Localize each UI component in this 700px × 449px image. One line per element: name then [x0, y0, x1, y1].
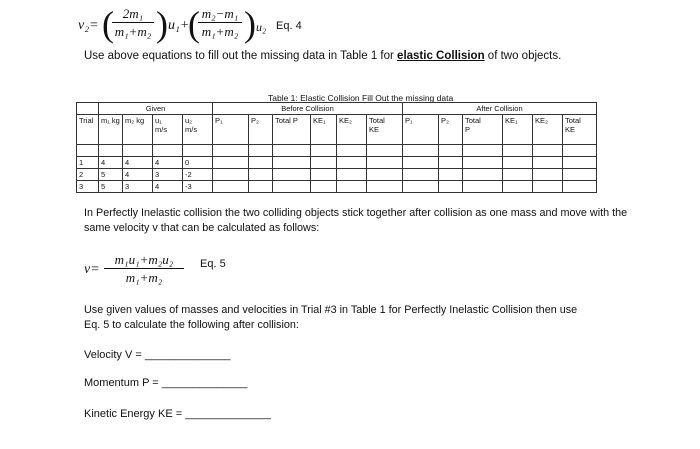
velocity-label: Velocity V =	[84, 349, 145, 361]
trial-cell: 1	[77, 157, 99, 169]
ke2-input-cell[interactable]	[337, 169, 367, 181]
eq4-paren-close-1: )	[156, 4, 168, 44]
header-p2: P₂	[249, 115, 273, 145]
kinetic-energy-answer-line	[84, 408, 271, 420]
eq4-paren-close-2: )	[244, 4, 256, 44]
eq4-fraction-2-numerator: m₂−m₁	[201, 6, 239, 21]
after-p2-input-cell[interactable]	[439, 181, 463, 193]
table-row	[77, 169, 597, 181]
eq4-fraction-1-numerator: 2m₁	[122, 6, 144, 21]
elastic-collision-table	[76, 102, 597, 193]
instruction-inelastic-line2: Eq. 5 to calculate the following after collision:	[84, 319, 299, 331]
eq4-fraction-2-denominator: m₁+m₂	[201, 24, 239, 39]
eq4-fraction-1	[112, 6, 154, 39]
header-after-total-p-line2: P	[465, 125, 471, 134]
after-ke1-input-cell[interactable]	[503, 181, 533, 193]
header-after-total-p-line1: Total	[465, 116, 481, 125]
after-ke2-input-cell[interactable]	[533, 157, 563, 169]
header-total-ke-line2: KE	[369, 125, 380, 134]
header-after-ke1: KE₁	[503, 115, 533, 145]
instruction-inelastic	[84, 303, 664, 333]
after-p2-input-cell[interactable]	[439, 169, 463, 181]
header-after-total-p	[463, 115, 503, 145]
m1-cell: 5	[99, 169, 123, 181]
eq5-fraction-bar	[104, 268, 184, 269]
after-total-p-input-cell[interactable]	[463, 181, 503, 193]
header-after-total-ke	[563, 115, 597, 145]
u1-cell: 3	[153, 169, 183, 181]
cell-empty-trial	[77, 103, 99, 115]
velocity-answer-line	[84, 349, 231, 361]
group-before-collision: Before Collision	[213, 103, 403, 115]
equation-4	[78, 4, 318, 48]
eq4-lhs: v₂=	[78, 18, 99, 33]
group-given: Given	[99, 103, 213, 115]
ke2-input-cell[interactable]	[337, 181, 367, 193]
header-m2: m₂ kg	[123, 115, 153, 145]
p2-input-cell[interactable]	[249, 181, 273, 193]
header-after-p2: P₂	[439, 115, 463, 145]
eq5-numerator: m₁u₁+m₂u₂	[114, 252, 174, 267]
inelastic-paragraph-line2: same velocity v that can be calculated as follows:	[84, 222, 320, 234]
ke1-input-cell[interactable]	[311, 169, 337, 181]
instruction-inelastic-line1: Use given values of masses and velocities in Trial #3 in Table 1 for Perfectly Inelastic Collision then use	[84, 304, 578, 316]
eq4-label: Eq. 4	[276, 20, 302, 32]
table-row	[77, 157, 597, 169]
header-total-ke	[367, 115, 403, 145]
u2-cell: -3	[183, 181, 213, 193]
momentum-label: Momentum P =	[84, 377, 162, 389]
after-total-p-input-cell[interactable]	[463, 157, 503, 169]
header-u1-label: u₁	[155, 116, 162, 125]
after-ke1-input-cell[interactable]	[503, 169, 533, 181]
u1-cell: 4	[153, 157, 183, 169]
table-row	[77, 181, 597, 193]
header-trial: Trial	[77, 115, 99, 145]
total-p-input-cell[interactable]	[273, 181, 311, 193]
p2-input-cell[interactable]	[249, 169, 273, 181]
after-ke2-input-cell[interactable]	[533, 181, 563, 193]
total-ke-input-cell[interactable]	[367, 157, 403, 169]
m2-cell: 4	[123, 157, 153, 169]
inelastic-paragraph-line1: In Perfectly Inelastic collision the two colliding objects stick together after collision as one mass and move with the	[84, 207, 628, 219]
after-p1-input-cell[interactable]	[403, 181, 439, 193]
header-u2	[183, 115, 213, 145]
after-total-ke-input-cell[interactable]	[563, 169, 597, 181]
after-ke1-input-cell[interactable]	[503, 157, 533, 169]
table-caption: Table 1: Elastic Collision Fill Out the missing data	[268, 93, 454, 103]
eq4-fraction-1-denominator: m₁+m₂	[114, 24, 152, 39]
eq5-denominator: m₁+m₂	[125, 270, 163, 285]
total-ke-input-cell[interactable]	[367, 181, 403, 193]
p2-input-cell[interactable]	[249, 157, 273, 169]
eq5-fraction	[104, 252, 184, 285]
p1-input-cell[interactable]	[213, 157, 249, 169]
ke2-input-cell[interactable]	[337, 157, 367, 169]
kinetic-energy-blank[interactable]: ______________	[185, 408, 271, 420]
equation-5	[84, 250, 234, 290]
instruction-elastic-suffix: of two objects.	[484, 50, 562, 62]
trial-cell: 2	[77, 169, 99, 181]
eq4-fraction-1-bar	[112, 22, 154, 23]
group-after-collision: After Collision	[403, 103, 597, 115]
m1-cell: 5	[99, 181, 123, 193]
header-after-total-ke-line1: Total	[565, 116, 581, 125]
instruction-elastic	[84, 50, 561, 62]
p1-input-cell[interactable]	[213, 181, 249, 193]
header-u1	[153, 115, 183, 145]
eq5-lhs: v=	[84, 262, 100, 277]
header-u1-unit: m/s	[155, 125, 168, 134]
header-after-p1: P₁	[403, 115, 439, 145]
total-ke-input-cell[interactable]	[367, 169, 403, 181]
total-p-input-cell[interactable]	[273, 169, 311, 181]
after-total-ke-input-cell[interactable]	[563, 181, 597, 193]
m2-cell: 3	[123, 181, 153, 193]
p1-input-cell[interactable]	[213, 169, 249, 181]
header-after-total-ke-line2: KE	[565, 125, 576, 134]
u2-cell: -2	[183, 169, 213, 181]
eq4-fraction-2-bar	[198, 22, 242, 23]
header-ke2: KE₂	[337, 115, 367, 145]
header-u2-unit: m/s	[185, 125, 198, 134]
header-total-ke-line1: Total	[369, 116, 385, 125]
table-header-row	[77, 115, 597, 145]
ke1-input-cell[interactable]	[311, 157, 337, 169]
after-ke2-input-cell[interactable]	[533, 169, 563, 181]
total-p-input-cell[interactable]	[273, 157, 311, 169]
u2-cell: 0	[183, 157, 213, 169]
after-p2-input-cell[interactable]	[439, 157, 463, 169]
table-group-header-row	[77, 103, 597, 115]
instruction-elastic-prefix: Use above equations to fill out the missing data in Table 1 for	[84, 50, 398, 62]
header-p1: P₁	[213, 115, 249, 145]
after-total-p-input-cell[interactable]	[463, 169, 503, 181]
m2-cell: 4	[123, 169, 153, 181]
eq4-u1: u₁+	[168, 18, 190, 33]
momentum-answer-line	[84, 377, 247, 389]
inelastic-paragraph	[84, 206, 664, 236]
header-m1: m₁ kg	[99, 115, 123, 145]
header-u2-label: u₂	[185, 116, 193, 125]
header-total-p: Total P	[273, 115, 311, 145]
instruction-elastic-bold: elastic Collision	[397, 50, 485, 62]
eq4-paren-open-1: (	[102, 4, 114, 44]
table-spacer-row	[77, 145, 597, 157]
velocity-blank[interactable]: ______________	[144, 349, 231, 361]
eq4-u2: u₂	[256, 20, 267, 34]
eq4-fraction-2	[198, 6, 242, 39]
u1-cell: 4	[153, 181, 183, 193]
after-p1-input-cell[interactable]	[403, 169, 439, 181]
eq4-paren-open-2: (	[188, 4, 200, 44]
trial-cell: 3	[77, 181, 99, 193]
momentum-blank[interactable]: ______________	[161, 377, 248, 389]
header-after-ke2: KE₂	[533, 115, 563, 145]
eq5-label: Eq. 5	[200, 258, 226, 270]
after-total-ke-input-cell[interactable]	[563, 157, 597, 169]
after-p1-input-cell[interactable]	[403, 157, 439, 169]
header-ke1: KE₁	[311, 115, 337, 145]
ke1-input-cell[interactable]	[311, 181, 337, 193]
m1-cell: 4	[99, 157, 123, 169]
kinetic-energy-label: Kinetic Energy KE =	[84, 408, 186, 420]
